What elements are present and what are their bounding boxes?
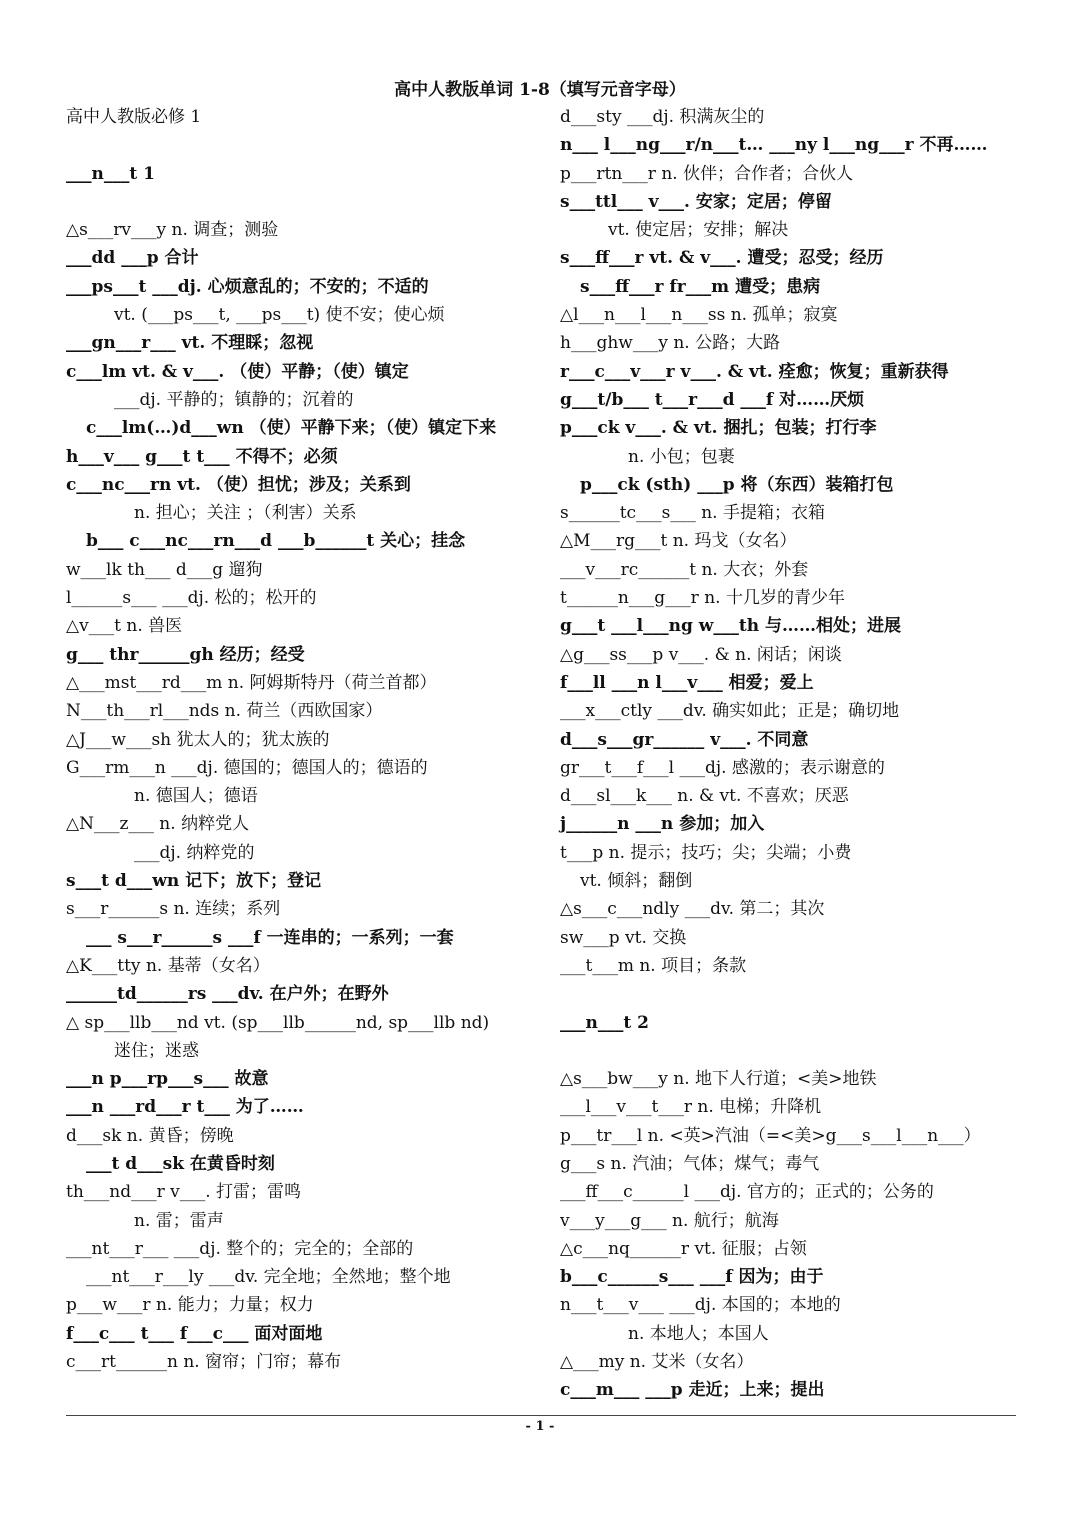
vocab-line: ___ s___r______s ___f 一连串的；一系列；一套: [86, 927, 454, 948]
blank-line: [66, 188, 536, 216]
vocab-line: ___dd ___p 合计: [66, 248, 199, 269]
vocab-line: △s___rv___y n. 调查；测验: [66, 220, 279, 241]
vocab-line: s___ff___r fr___m 遭受；患病: [580, 276, 821, 297]
vocab-line: s___t d___wn 记下；放下；登记: [66, 871, 322, 892]
vocab-line: △v___t n. 兽医: [66, 616, 183, 637]
vocab-line: h___ghw___y n. 公路；大路: [560, 333, 781, 354]
vocab-line: ___v___rc______t n. 大衣；外套: [560, 559, 809, 580]
vocab-line: f___c___ t___ f___c___ 面对面地: [66, 1323, 323, 1344]
vocab-line: △K___tty n. 基蒂（女名）: [66, 955, 270, 976]
vocab-line: th___nd___r v___. 打雷；雷鸣: [66, 1182, 302, 1203]
vocab-line: △l___n___l___n___ss n. 孤单；寂寞: [560, 305, 838, 326]
vocab-line: ______td______rs ___dv. 在户外；在野外: [66, 984, 389, 1005]
vocab-line: △g___ss___p v___. & n. 闲话；闲谈: [560, 644, 842, 665]
vocab-line: △J___w___sh 犹太人的；犹太族的: [66, 729, 330, 750]
vocab-line: g___s n. 汽油；气体；煤气；毒气: [560, 1153, 820, 1174]
vocab-line: v___y___g___ n. 航行；航海: [560, 1210, 779, 1231]
blank-line: [560, 1037, 1030, 1065]
vocab-line: ___l___v___t___r n. 电梯；升降机: [560, 1097, 822, 1118]
vocab-line: p___ck v___. & vt. 捆扎；包装；打行李: [560, 418, 877, 439]
vocab-line: h___v___ g___t t___ 不得不；必须: [66, 446, 338, 467]
vocab-line: ___n___t 2: [560, 1012, 649, 1033]
vocab-line: c___lm vt. & v___. （使）平静；（使）镇定: [66, 361, 409, 382]
footer-rule: [66, 1415, 1016, 1416]
vocab-line: n. 担心；关注 ；（利害）关系: [134, 503, 357, 524]
vocab-line: vt. 倾斜；翻倒: [580, 871, 693, 892]
vocab-line: n. 德国人；德语: [134, 786, 258, 807]
vocab-line: ___dj. 纳粹党的: [134, 842, 255, 863]
vocab-line: ___nt___r___ly ___dv. 完全地；全然地；整个地: [86, 1267, 451, 1288]
vocab-line: g___ thr______gh 经历；经受: [66, 644, 305, 665]
vocab-line: p___rtn___r n. 伙伴；合作者；合伙人: [560, 163, 854, 184]
vocab-line: ___n___t 1: [66, 163, 155, 184]
vocab-line: 迷住；迷惑: [114, 1040, 199, 1061]
vocab-line: p___w___r n. 能力；力量；权力: [66, 1295, 314, 1316]
vocab-line: n___ l___ng___r/n___t… ___ny l___ng___r 不再……: [560, 135, 988, 156]
vocab-line: b___ c___nc___rn___d ___b______t 关心；挂念: [86, 531, 466, 552]
vocab-line: s___r______s n. 连续；系列: [66, 899, 281, 920]
right-column: [560, 103, 1030, 1405]
vocab-line: s___ttl___ v___. 安家；定居；停留: [560, 191, 832, 212]
vocab-line: ___dj. 平静的；镇静的；沉着的: [114, 389, 354, 410]
vocab-line: △s___bw___y n. 地下人行道；<美>地铁: [560, 1069, 877, 1090]
vocab-line: ___n p___rp___s___ 故意: [66, 1069, 269, 1090]
vocab-line: d___sk n. 黄昏；傍晚: [66, 1125, 234, 1146]
blank-line: [66, 131, 536, 159]
vocab-line: sw___p vt. 交换: [560, 927, 687, 948]
vocab-line: n. 雷；雷声: [134, 1210, 224, 1231]
vocab-line: n. 本地人；本国人: [628, 1323, 769, 1344]
page-number: - 1 -: [525, 1419, 555, 1434]
vocab-line: vt. (___ps___t, ___ps___t) 使不安；使心烦: [114, 305, 445, 326]
vocab-line: ___x___ctly ___dv. 确实如此；正是；确切地: [560, 701, 900, 722]
vocab-line: s___ff___r vt. & v___. 遭受；忍受；经历: [560, 248, 884, 269]
document-title: 高中人教版单词 1-8（填写元音字母）: [394, 80, 686, 100]
vocab-line: t___p n. 提示；技巧；尖；尖端；小费: [560, 842, 852, 863]
vocab-line: ___t___m n. 项目；条款: [560, 955, 747, 976]
left-column: [66, 103, 536, 1376]
vocab-line: w___lk th___ d___g 遛狗: [66, 559, 263, 580]
vocab-line: ___ff___c______l ___dj. 官方的；正式的；公务的: [560, 1182, 934, 1203]
vocab-line: △M___rg___t n. 玛戈（女名）: [560, 531, 797, 552]
vocab-line: n. 小包；包裹: [628, 446, 735, 467]
vocab-line: n___t___v___ ___dj. 本国的；本地的: [560, 1295, 841, 1316]
vocab-line: c___m___ ___p 走近；上来；提出: [560, 1380, 825, 1401]
vocab-line: ___n ___rd___r t___ 为了……: [66, 1097, 304, 1118]
vocab-line: t______n___g___r n. 十几岁的青少年: [560, 588, 845, 609]
vocab-line: r___c___v___r v___. & vt. 痊愈；恢复；重新获得: [560, 361, 949, 382]
vocab-line: l______s___ ___dj. 松的；松开的: [66, 588, 317, 609]
vocab-line: s______tc___s___ n. 手提箱；衣箱: [560, 503, 825, 524]
vocab-line: j______n ___n 参加；加入: [560, 814, 765, 835]
vocab-line: d___sty ___dj. 积满灰尘的: [560, 107, 765, 127]
blank-line: [560, 980, 1030, 1008]
vocab-line: ___t d___sk 在黄昏时刻: [86, 1153, 275, 1174]
vocab-line: △N___z___ n. 纳粹党人: [66, 814, 250, 835]
vocab-line: c___lm(…)d___wn （使）平静下来；（使）镇定下来: [86, 418, 497, 439]
vocab-line: ___nt___r___ ___dj. 整个的；完全的；全部的: [66, 1238, 414, 1259]
vocab-line: d___sl___k___ n. & vt. 不喜欢；厌恶: [560, 786, 849, 807]
vocab-line: △s___c___ndly ___dv. 第二；其次: [560, 899, 825, 920]
vocab-line: N___th___rl___nds n. 荷兰（西欧国家）: [66, 701, 383, 722]
vocab-line: d___s___gr______ v___. 不同意: [560, 729, 809, 750]
vocab-line: c___nc___rn vt. （使）担忧；涉及；关系到: [66, 474, 411, 495]
vocab-line: c___rt______n n. 窗帘；门帘；幕布: [66, 1352, 342, 1373]
vocab-line: gr___t___f___l ___dj. 感激的；表示谢意的: [560, 757, 885, 778]
vocab-line: △ sp___llb___nd vt. (sp___llb______nd, sp___llb nd): [66, 1012, 490, 1033]
vocab-line: ___ps___t ___dj. 心烦意乱的；不安的；不适的: [66, 276, 429, 297]
vocab-line: G___rm___n ___dj. 德国的；德国人的；德语的: [66, 757, 428, 778]
vocab-line: b___c______s___ ___f 因为；由于: [560, 1267, 824, 1288]
vocab-line: △c___nq______r vt. 征服；占领: [560, 1238, 807, 1259]
vocab-line: f___ll ___n l___v___ 相爱；爱上: [560, 672, 814, 693]
vocab-line: p___tr___l n. <英>汽油（=<美>g___s___l___n___）: [560, 1125, 981, 1146]
vocab-line: △___my n. 艾米（女名）: [560, 1352, 754, 1373]
vocab-line: g___t/b___ t___r___d ___f 对……厌烦: [560, 389, 865, 410]
vocab-line: p___ck (sth) ___p 将（东西）装箱打包: [580, 474, 894, 495]
vocab-line: vt. 使定居；安排；解决: [608, 220, 789, 241]
vocab-line: ___gn___r___ vt. 不理睬；忽视: [66, 333, 314, 354]
vocab-line: g___t ___l___ng w___th 与……相处；进展: [560, 616, 902, 637]
vocab-line: 高中人教版必修 1: [66, 107, 202, 127]
vocab-line: △___mst___rd___m n. 阿姆斯特丹（荷兰首都）: [66, 672, 437, 693]
